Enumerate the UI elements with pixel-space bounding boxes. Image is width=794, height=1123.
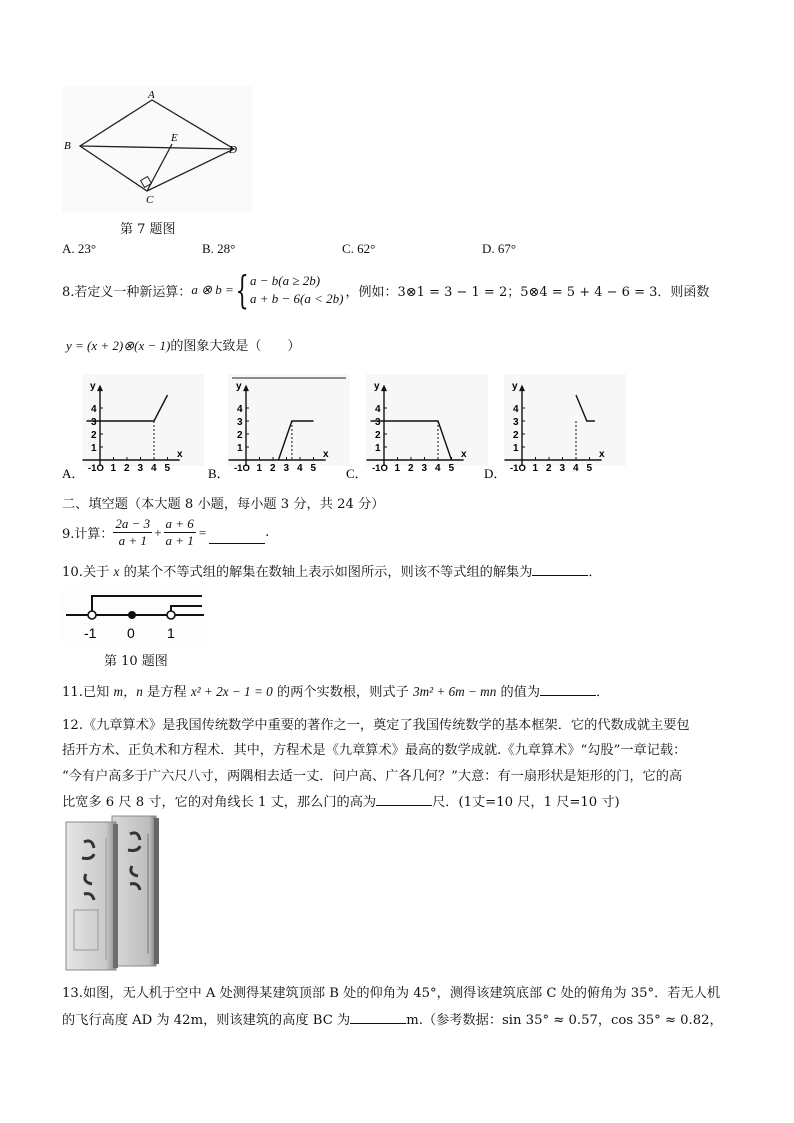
q8-cases: [250, 272, 343, 308]
q12-answer-blank: [376, 793, 432, 806]
q11-end: ．: [596, 685, 610, 700]
q8-graph-xtick-label: 5: [164, 463, 171, 474]
q8-graph-ytick-label: 1: [237, 443, 243, 454]
q8-graph-ytick-label: 3: [513, 417, 519, 428]
q7-label-c: C: [146, 194, 154, 206]
q10-number-line-figure: [62, 586, 208, 646]
q8-graph-xtick-label: 2: [270, 463, 276, 474]
q12-line-4: [62, 793, 620, 812]
q9-frac1-num: 2a − 3: [115, 516, 151, 531]
q8-graph-ytick-label: 1: [375, 443, 381, 454]
q8-graph-xtick-label: 4: [435, 463, 441, 474]
q8-graph-ytick-label: 4: [237, 404, 243, 415]
q8-graph-xtick-label: 3: [559, 463, 566, 474]
q8-graph-xtick-label: 2: [124, 463, 130, 474]
q8-prefix: 8.若定义一种新运算：: [62, 284, 192, 300]
q8-graph-y-label: y: [374, 381, 380, 393]
q11-line: [62, 683, 609, 702]
q9-frac2-den: a + 1: [165, 533, 194, 548]
q13-line-2: [62, 1011, 723, 1030]
q8-graph-xtick-label: 5: [310, 463, 317, 474]
q8-case-2: a + b − 6(a < 2b): [250, 291, 344, 306]
q8-example: ，例如：3⊗1 = 3 − 1 = 2；5⊗4 = 5 + 4 − 6 = 3．则函数: [345, 284, 710, 300]
q8-graph-xtick-label: 1: [256, 463, 263, 474]
q8-graph-ytick-label: 4: [513, 404, 519, 415]
q7-option-a: A. 23°: [62, 241, 97, 256]
q8-graph-xtick-label: 4: [151, 463, 157, 474]
q12-line4-b: 尺．(1丈=10 尺，1 尺=10 寸): [432, 795, 620, 810]
q7-rhombus-figure: [62, 86, 252, 212]
q8-case-1: a − b(a ≥ 2b): [250, 273, 321, 288]
q8-line2: [66, 335, 300, 354]
q10-caption: 第 10 题图: [104, 654, 168, 669]
q8-graph-option-label: C．: [346, 466, 368, 480]
q8-graph-x-label: x: [598, 449, 605, 460]
section-title: 二、填空题（本大题 8 小题，每小题 3 分，共 24 分）: [62, 497, 385, 512]
q11-vars: m，n: [113, 684, 143, 699]
q9-line: [62, 516, 269, 549]
q8-graph-option-label: B．: [208, 466, 230, 480]
q8-graph-ytick-label: 1: [91, 443, 97, 454]
q9-prefix: 9.计算：: [62, 527, 114, 542]
q8-graph-xtick-label: 5: [586, 463, 593, 474]
q10-var: x: [113, 564, 120, 579]
q8-graph-y-label: y: [90, 381, 96, 393]
q8-def-lhs: a ⊗ b =: [191, 282, 234, 297]
q8-graph-ytick-label: 3: [91, 417, 97, 428]
q9-fraction-2: [164, 516, 196, 549]
q8-graph-x-label: x: [322, 449, 329, 460]
q7-label-a: A: [148, 89, 155, 101]
q7-label-b: B: [64, 140, 71, 152]
q8-graph-origin-label: -1O: [234, 463, 250, 474]
q8-definition-line: [62, 268, 709, 312]
q9-frac2-num: a + 6: [165, 516, 194, 531]
q9-answer-blank: [209, 531, 265, 544]
q8-graph-ytick-label: 3: [237, 417, 243, 428]
q10-tick-neg1: -1: [84, 625, 97, 641]
jiuzhang-suanshu-book-image: [64, 814, 160, 972]
q8-graph-option-label: D．: [484, 466, 507, 480]
q12-line-2: 括开方术、正负术和方程术．其中，方程术是《九章算术》最高的数学成就.《九章算术》“勾股”一章记载：: [62, 743, 687, 758]
q11-text-d: 的值为: [496, 685, 541, 700]
q8-graph-origin-label: -1O: [88, 463, 104, 474]
q8-graph-ytick-label: 4: [91, 404, 97, 415]
q11-text-b: 是方程: [142, 685, 191, 700]
q8-graph-xtick-label: 3: [421, 463, 428, 474]
q7-option-c: C. 62°: [342, 241, 376, 256]
q9-plus: +: [154, 524, 162, 540]
q8-graph-options: [62, 372, 642, 480]
q8-graph-ytick-label: 2: [513, 430, 519, 441]
q8-graph-origin-label: -1O: [510, 463, 526, 474]
q10-text-a: 10.关于: [62, 565, 114, 580]
q8-brace: {: [235, 268, 249, 312]
q8-graph-xtick-label: 4: [297, 463, 303, 474]
q10-answer-blank: [532, 563, 588, 576]
q12-line4-a: 比宽多 6 尺 8 寸，它的对角线长 1 丈，那么门的高为: [62, 795, 377, 810]
q11-expression: 3m² + 6m − mn: [413, 684, 497, 699]
q8-graph-xtick-label: 4: [573, 463, 579, 474]
q7-label-e: E: [171, 132, 178, 144]
q8-graph-y-label: y: [236, 381, 242, 393]
q10-text-b: 的某个不等式组的解集在数轴上表示如图所示，则该不等式组的解集为: [119, 565, 533, 580]
q8-graph-xtick-label: 2: [546, 463, 552, 474]
q9-equals: =: [198, 524, 207, 540]
q8-graph-origin-label: -1O: [372, 463, 388, 474]
q11-text-c: 的两个实数根，则式子: [272, 685, 413, 700]
q7-label-d: D: [229, 144, 237, 156]
q8-graph-ytick-label: 2: [375, 430, 381, 441]
q10-end: ．: [588, 565, 602, 580]
q8-graph-x-label: x: [460, 449, 467, 460]
q8-function: y = (x + 2)⊗(x − 1): [66, 338, 171, 353]
q8-graph-x-label: x: [176, 449, 183, 460]
q13-line2-b: m.（参考数据：sin 35° ≈ 0.57，cos 35° ≈ 0.82，: [406, 1013, 723, 1028]
q8-graph-xtick-label: 1: [110, 463, 117, 474]
q8-graph-ytick-label: 1: [513, 443, 519, 454]
q8-graph-option-label: A．: [62, 466, 85, 480]
q8-graph-ytick-label: 4: [375, 404, 381, 415]
q8-graph-ytick-label: 3: [375, 417, 381, 428]
q11-equation: x² + 2x − 1 = 0: [190, 684, 273, 699]
q8-graph-xtick-label: 1: [394, 463, 401, 474]
q10-tick-0: 0: [127, 625, 135, 641]
q8-graph-xtick-label: 1: [532, 463, 539, 474]
q11-answer-blank: [540, 683, 596, 696]
q8-graph-ytick-label: 2: [237, 430, 243, 441]
q7-option-b: B. 28°: [202, 241, 236, 256]
q8-graph-xtick-label: 5: [448, 463, 455, 474]
q11-text-a: 11.已知: [62, 685, 114, 700]
q8-graph-xtick-label: 3: [283, 463, 290, 474]
q9-fraction-1: [113, 516, 152, 549]
q10-line: [62, 563, 602, 582]
q12-line-3: “今有户高多于广六尺八寸，两隅相去适一丈．问户高、广各几何？”大意：有一扇形状是矩形的门，它的高: [62, 769, 683, 784]
q13-answer-blank: [350, 1011, 406, 1024]
q13-line-1: 13.如图，无人机于空中 A 处测得某建筑顶部 B 处的仰角为 45°，测得该建筑底部 C 处的俯角为 35°．若无人机: [62, 986, 721, 1001]
q8-graph-y-label: y: [512, 381, 518, 393]
q9-end: .: [265, 525, 270, 540]
q7-option-d: D. 67°: [482, 241, 517, 256]
q12-line-1: 12.《九章算术》是我国传统数学中重要的著作之一，奠定了我国传统数学的基本框架．它的代数成就主要包: [62, 718, 690, 733]
q8-question: 的图象大致是（ ）: [170, 339, 301, 354]
q8-graph-xtick-label: 3: [137, 463, 144, 474]
q8-graph-xtick-label: 2: [408, 463, 414, 474]
q9-frac1-den: a + 1: [118, 533, 147, 548]
q10-tick-1: 1: [167, 625, 175, 641]
q13-line2-a: 的飞行高度 AD 为 42m，则该建筑的高度 BC 为: [62, 1013, 351, 1028]
q8-graph-ytick-label: 2: [91, 430, 97, 441]
q7-caption: 第 7 题图: [120, 222, 176, 237]
